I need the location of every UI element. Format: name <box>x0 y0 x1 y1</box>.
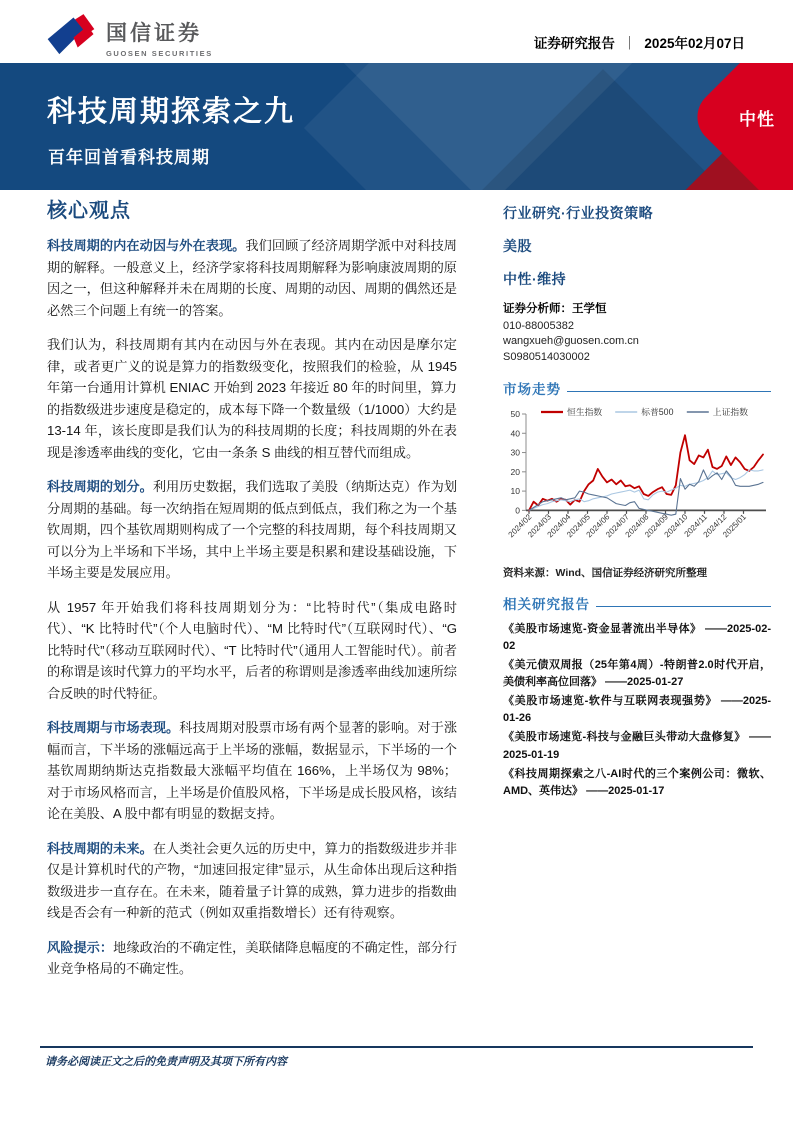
heading-rule <box>567 391 771 392</box>
paragraph <box>47 334 457 463</box>
paragraph <box>47 838 457 924</box>
paragraph-lead: 科技周期的划分。 <box>47 479 153 495</box>
title-banner <box>0 63 793 190</box>
analyst-phone: 010-88005382 <box>503 320 574 332</box>
analyst-license: S0980514030002 <box>503 350 590 363</box>
paragraph <box>47 717 457 825</box>
svg-text:10: 10 <box>510 486 520 497</box>
related-report-item[interactable]: 《美股市场速览-资金显著流出半导体》 ——2025-02-02 <box>503 623 771 653</box>
report-type-label: 证券研究报告 <box>533 36 615 51</box>
related-research-list <box>503 621 771 799</box>
report-meta <box>534 32 745 52</box>
market-label: 美股 <box>503 238 532 254</box>
paragraph-text: 我们回顾了经济周期学派中对科技周期的解释。一般意义上，经济学家将科技周期解释为影响康波周期的原因之一，但这种解释并未在周期的长度、周期的动因、周期的偶然还是必然三个问题上有统一的答案。 <box>47 238 457 318</box>
paragraph-text: 在人类社会更久远的历史中，算力的指数级进步并非仅是计算机时代的产物，“加速回报定律”显示，从生命体出现后这种指数级进步一直存在。在未来，随着量子计算的成熟，算力进步的指数曲线是否会有一种新的范式（例如双重指数增长）还有待观察。 <box>47 840 458 921</box>
rating-label: 中性·维持 <box>503 271 567 287</box>
market-trend-heading-text: 市场走势 <box>503 382 561 398</box>
paragraph <box>47 937 457 980</box>
heading-rule <box>596 606 771 607</box>
meta-separator: ｜ <box>622 36 637 51</box>
brand-name <box>106 17 213 58</box>
report-subtitle: 百年回首看科技周期 <box>48 148 210 167</box>
core-viewpoints-section <box>47 194 457 993</box>
paragraph <box>47 597 457 705</box>
related-report-item[interactable]: 《美股市场速览-软件与互联网表现强势》 ——2025-01-26 <box>503 695 771 725</box>
related-report-item[interactable]: 《美股市场速览-科技与金融巨头带动大盘修复》 ——2025-01-19 <box>503 731 771 761</box>
svg-text:40: 40 <box>510 428 520 439</box>
market-trend-chart-wrap <box>503 402 771 565</box>
rating-badge: 中性 <box>739 110 775 129</box>
report-date: 2025年02月07日 <box>644 36 745 51</box>
market-trend-heading <box>503 378 771 398</box>
related-report-item[interactable]: 《科技周期探索之八-AI时代的三个案例公司：微软、AMD、英伟达》 ——2025-01-17 <box>503 767 771 797</box>
paragraph <box>47 235 457 321</box>
paragraph <box>47 476 457 584</box>
paragraph-text: 从 1957 年开始我们将科技周期划分为：“比特时代”（集成电路时代）、“K 比特时代”（个人电脑时代）、“M 比特时代”（互联网时代）、“G 比特时代”（移动互联网时代）、“T 比特时代”（通用人工智能时代）。前者的称谓是该时代算力的平均水平，后者的称谓则是渗透率曲线加速所综合反映的时代特征。 <box>47 599 457 701</box>
svg-text:标普500: 标普500 <box>641 407 674 418</box>
svg-text:2024/02: 2024/02 <box>506 512 534 540</box>
paragraph-text: 科技周期对股票市场有两个显著的影响。对于涨幅而言，下半场的涨幅远高于上半场的涨幅，数据显示，下半场的一个基钦周期纳斯达克指数最大涨幅平均值在 166%，上半场仅为 98%；对于市场风格而言，上半场是价值股风格，下半场是成长股风格，该结论在美股、A 股中都有明显的数据支持。 <box>47 720 458 822</box>
svg-text:0: 0 <box>515 505 520 516</box>
paragraph-lead: 科技周期的内在动因与外在表现。 <box>47 238 246 253</box>
footer-divider <box>40 1046 753 1048</box>
svg-text:2024/05: 2024/05 <box>565 512 592 540</box>
svg-text:30: 30 <box>510 447 520 458</box>
svg-text:2024/10: 2024/10 <box>662 512 690 540</box>
guosen-logo-icon <box>46 12 96 63</box>
related-report-item[interactable]: 《美元债双周报（25年第4周）-特朗普2.0时代开启，美债利率高位回落》 ——2025-01-27 <box>503 659 771 689</box>
related-research-heading-text: 相关研究报告 <box>503 597 590 613</box>
svg-text:2024/06: 2024/06 <box>584 512 612 540</box>
svg-text:上证指数: 上证指数 <box>712 407 749 418</box>
related-research-heading <box>503 593 771 613</box>
paragraph-text: 地缘政治的不确定性，美联储降息幅度的不确定性，部分行业竞争格局的不确定性。 <box>47 939 458 977</box>
market-trend-chart <box>503 402 771 560</box>
analyst-email[interactable]: wangxueh@guosen.com.cn <box>503 335 639 348</box>
paragraph-lead: 风险提示： <box>47 939 114 955</box>
svg-text:2024/07: 2024/07 <box>604 512 631 540</box>
paragraph-text: 利用历史数据，我们选取了美股（纳斯达克）作为划分周期的基础。每一次纳指在短周期的低点到低点，我们称之为一个基钦周期，四个基钦周期则构成了一个完整的科技周期，每个科技周期又可以分为上半场和下半场，其中上半场主要是积累和建设基础设施，下半场主要是发展应用。 <box>47 479 458 581</box>
svg-text:2024/08: 2024/08 <box>623 512 651 540</box>
footer-disclaimer: 请务必阅读正文之后的免责声明及其项下所有内容 <box>45 1056 287 1068</box>
page-header <box>0 0 793 63</box>
svg-text:恒生指数: 恒生指数 <box>567 407 603 418</box>
paragraph-lead: 科技周期的未来。 <box>47 840 153 856</box>
svg-text:2024/12: 2024/12 <box>701 512 729 540</box>
svg-text:2024/09: 2024/09 <box>643 512 670 540</box>
core-viewpoints-body <box>47 235 457 980</box>
report-title: 科技周期探索之九 <box>47 96 296 128</box>
svg-text:2024/11: 2024/11 <box>682 512 709 539</box>
svg-text:2024/04: 2024/04 <box>545 512 573 540</box>
brand-name-cn: 国信证券 <box>106 22 202 45</box>
chart-source-note: 资料来源：Wind、国信证券经济研究所整理 <box>503 567 708 580</box>
brand-name-en: GUOSEN SECURITIES <box>106 49 213 58</box>
brand-logo <box>46 12 213 63</box>
paragraph-lead: 科技周期与市场表现。 <box>47 720 180 736</box>
svg-text:50: 50 <box>510 409 520 420</box>
sidebar <box>503 203 771 802</box>
core-viewpoints-heading: 核心观点 <box>47 200 131 222</box>
paragraph-text: 我们认为，科技周期有其内在动因与外在表现。其内在动因是摩尔定律，或者更广义的说是算力的指数级变化，按照我们的检验，从 1945 年第一台通用计算机 ENIAC 开始到 2023 年接近 80 年的时间里，算力的指数级进步速度是稳定的，成本每下降一个数量级（1/1000）大约是 13-14 年，该长度即是我们认为的科技周期的长度；科技周期的外在表现是渗透率曲线的变化，它由一条条 S 曲线的相互替代而组成。 <box>47 337 457 460</box>
svg-text:2024/03: 2024/03 <box>526 512 553 540</box>
svg-text:2025/01: 2025/01 <box>721 512 748 540</box>
industry-category: 行业研究·行业投资策略 <box>503 205 654 221</box>
analyst-name: 证券分析师：王学恒 <box>503 303 607 315</box>
svg-text:20: 20 <box>510 466 520 477</box>
